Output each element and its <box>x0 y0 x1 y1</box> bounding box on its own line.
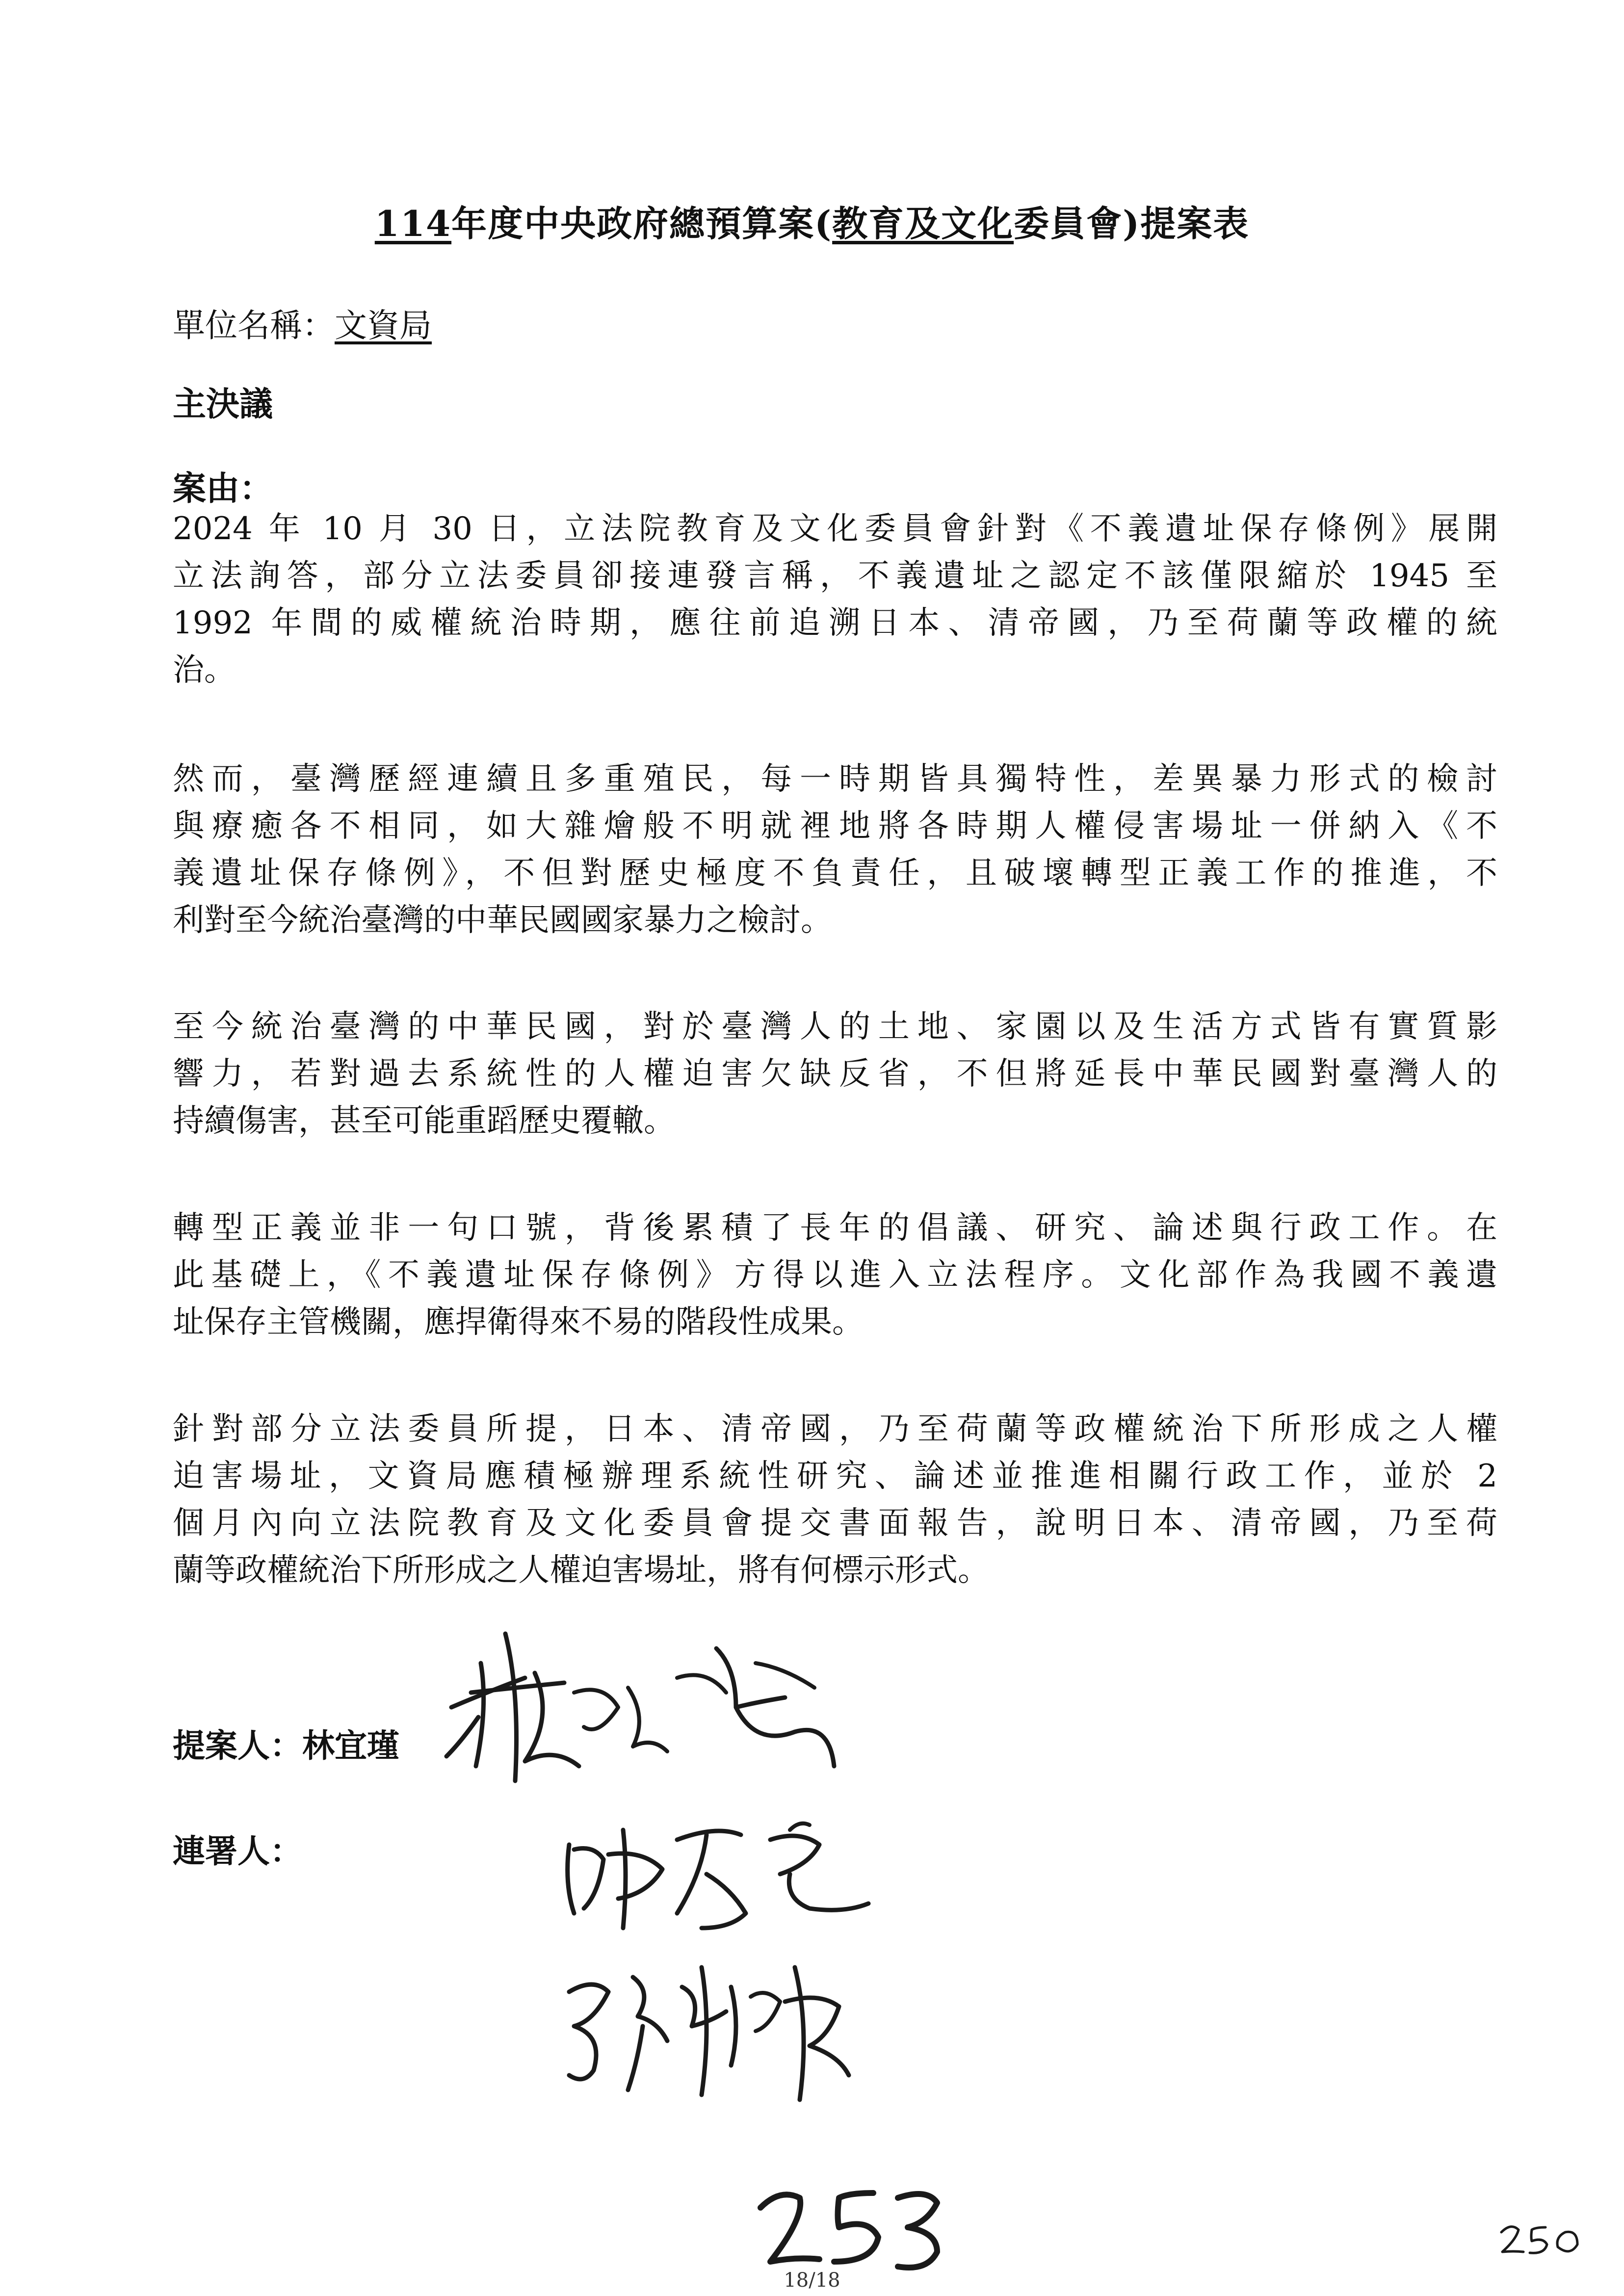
proposer-signature <box>442 1619 903 1805</box>
unit-value: 文資局 <box>335 307 432 344</box>
paragraph-2 <box>173 756 1497 944</box>
title-end: 委員會)提案表 <box>1014 203 1250 244</box>
main-resolution-heading: 主決議 <box>173 385 273 424</box>
paragraph-line: 迫害場址，文資局應積極辦理系統性研究、論述並推進相關行政工作，並於 2 <box>173 1458 1497 1494</box>
title-year: 114 <box>374 203 452 244</box>
paragraph-4 <box>173 1204 1497 1346</box>
cosigner-signature-2 <box>554 1953 908 2114</box>
cosigner-signature-1 <box>554 1815 908 1943</box>
paragraph-1 <box>173 505 1497 694</box>
title-middle: 年度中央政府總預算案( <box>451 203 833 244</box>
paragraph-line: 轉型正義並非一句口號，背後累積了長年的倡議、研究、論述與行政工作。在 <box>173 1210 1497 1246</box>
reason-heading: 案由： <box>173 469 273 508</box>
title-committee: 教育及文化 <box>832 203 1014 244</box>
proposer-label: 提案人：林宜瑾 <box>173 1726 399 1765</box>
paragraph-line: 個月內向立法院教育及文化委員會提交書面報告，說明日本、清帝國，乃至荷 <box>173 1505 1497 1541</box>
cosigner-label: 連署人： <box>173 1832 302 1870</box>
paragraph-line: 響力，若對過去系統性的人權迫害欠缺反省，不但將延長中華民國對臺灣人的 <box>173 1056 1497 1092</box>
paragraph-line: 然而，臺灣歷經連續且多重殖民，每一時期皆具獨特性，差異暴力形式的檢討 <box>173 761 1497 797</box>
unit-line <box>173 299 432 346</box>
paragraph-line: 址保存主管機關，應捍衛得來不易的階段性成果。 <box>173 1304 864 1340</box>
paragraph-line: 立法詢答，部分立法委員卻接連發言稱，不義遺址之認定不該僅限縮於 1945 至 <box>173 558 1497 594</box>
handwritten-number <box>751 2178 957 2276</box>
paragraph-line: 針對部分立法委員所提，日本、清帝國，乃至荷蘭等政權統治下所形成之人權 <box>173 1411 1497 1447</box>
paragraph-line: 蘭等政權統治下所形成之人權迫害場址，將有何標示形式。 <box>173 1552 989 1589</box>
corner-number <box>1496 2218 1585 2262</box>
paragraph-line: 此基礎上，《不義遺址保存條例》方得以進入立法程序。文化部作為我國不義遺 <box>173 1257 1497 1293</box>
page-number: 18/18 <box>784 2269 840 2292</box>
document-title <box>0 195 1624 246</box>
unit-label: 單位名稱： <box>173 307 335 344</box>
paragraph-line: 利對至今統治臺灣的中華民國國家暴力之檢討。 <box>173 902 832 939</box>
paragraph-line: 持續傷害，甚至可能重蹈歷史覆轍。 <box>173 1103 675 1139</box>
paragraph-line: 1992 年間的威權統治時期，應往前追溯日本、清帝國，乃至荷蘭等政權的統 <box>173 605 1497 641</box>
paragraph-line: 2024 年 10 月 30 日，立法院教育及文化委員會針對《不義遺址保存條例》展開 <box>173 511 1497 547</box>
paragraph-line: 治。 <box>173 652 236 688</box>
paragraph-line: 至今統治臺灣的中華民國，對於臺灣人的土地、家園以及生活方式皆有實質影 <box>173 1009 1497 1045</box>
paragraph-5 <box>173 1406 1497 1594</box>
paragraph-line: 義遺址保存條例》，不但對歷史極度不負責任，且破壞轉型正義工作的推進，不 <box>173 855 1497 891</box>
paragraph-3 <box>173 1003 1497 1145</box>
paragraph-line: 與療癒各不相同，如大雜燴般不明就裡地將各時期人權侵害場址一併納入《不 <box>173 808 1497 844</box>
